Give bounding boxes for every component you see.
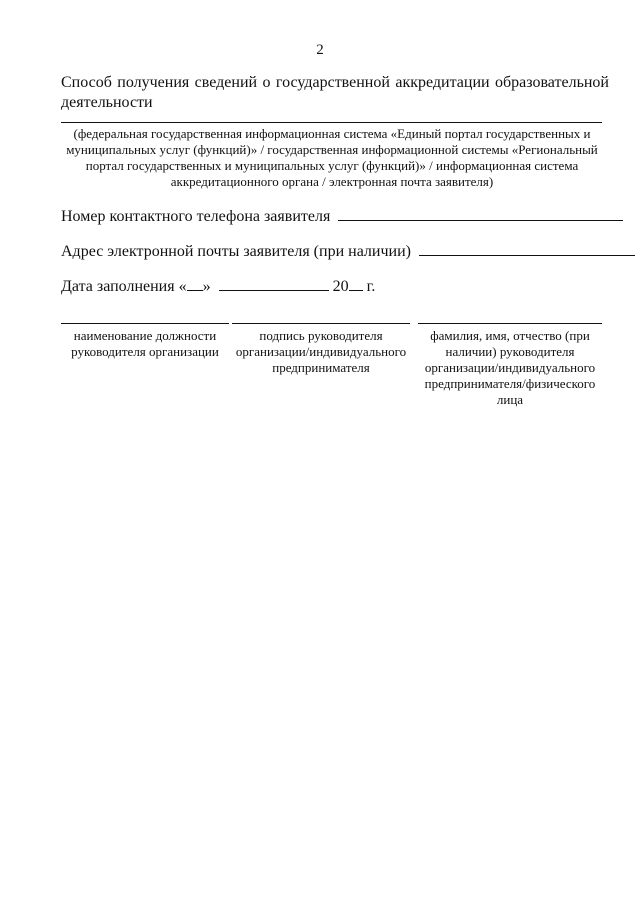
method-options-caption: (федеральная государственная информационная система «Единый портал государственных и муниципальных услуг (функций)» / государственная информационной системы «Региональный портал государственных и муниципальных услуг (функций)» / информационная система аккредитационного органа / электронная почта заявителя) bbox=[66, 126, 598, 189]
page-number: 2 bbox=[316, 42, 324, 58]
signature-input-line[interactable] bbox=[232, 323, 410, 324]
email-input-line[interactable] bbox=[419, 240, 635, 256]
date-quote-close: » bbox=[202, 278, 211, 295]
date-field-row bbox=[61, 275, 375, 297]
date-year-suffix: г. bbox=[366, 278, 376, 295]
accreditation-method-heading: Способ получения сведений о государственной аккредитации образовательной деятельности bbox=[61, 74, 609, 111]
signature-column-signature bbox=[232, 323, 410, 376]
fullname-input-line[interactable] bbox=[418, 323, 602, 324]
fullname-caption: фамилия, имя, отчество (при наличии) руководителя организации/индивидуального предпринимателя/физического лица bbox=[424, 328, 596, 407]
date-month-input[interactable] bbox=[219, 275, 329, 291]
email-field-label: Адрес электронной почты заявителя (при наличии) bbox=[61, 243, 411, 260]
position-input-line[interactable] bbox=[61, 323, 229, 324]
phone-field-label: Номер контактного телефона заявителя bbox=[61, 208, 331, 225]
date-field-label: Дата заполнения « bbox=[61, 278, 187, 295]
position-caption: наименование должности руководителя организации bbox=[71, 328, 219, 359]
signature-caption: подпись руководителя организации/индивидуального предпринимателя bbox=[235, 328, 407, 375]
phone-field-row bbox=[61, 205, 623, 227]
method-answer-line[interactable] bbox=[61, 122, 602, 123]
date-year-prefix: 20 bbox=[332, 278, 349, 295]
date-year-input[interactable] bbox=[349, 275, 363, 291]
signature-column-position bbox=[61, 323, 229, 360]
phone-input-line[interactable] bbox=[338, 205, 623, 221]
date-day-input[interactable] bbox=[187, 275, 203, 291]
signature-column-fullname bbox=[418, 323, 602, 408]
email-field-row bbox=[61, 240, 635, 262]
